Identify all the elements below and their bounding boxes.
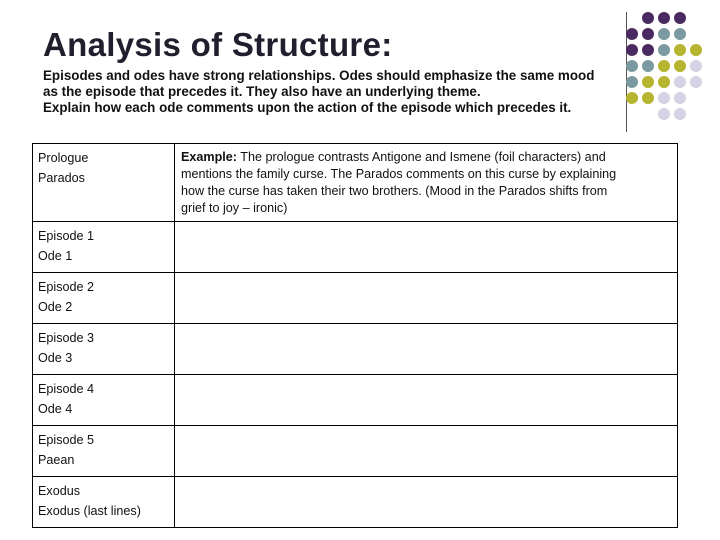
- section-label-cell: [33, 273, 175, 324]
- analysis-cell[interactable]: [175, 426, 678, 477]
- dot: [626, 28, 638, 40]
- dot: [674, 60, 686, 72]
- structure-table: [32, 143, 678, 528]
- analysis-cell[interactable]: [175, 324, 678, 375]
- section-label: Episode 3: [38, 331, 95, 345]
- dot: [658, 12, 670, 24]
- table-row: [33, 324, 678, 375]
- dot: [690, 44, 702, 56]
- section-label: Episode 4: [38, 382, 95, 396]
- section-label: Ode 1: [38, 249, 73, 263]
- dot: [642, 60, 654, 72]
- dot: [690, 76, 702, 88]
- instructions: [43, 68, 633, 116]
- section-label: Episode 2: [38, 280, 95, 294]
- section-label-cell: [33, 324, 175, 375]
- dot: [658, 76, 670, 88]
- table-row: [33, 375, 678, 426]
- instruction-line: Explain how each ode comments upon the action of the episode which precedes it.: [43, 100, 572, 115]
- table-row: [33, 222, 678, 273]
- dot: [658, 92, 670, 104]
- section-label-cell: [33, 477, 175, 528]
- analysis-cell[interactable]: [175, 222, 678, 273]
- section-label-cell: [33, 375, 175, 426]
- section-label: Paean: [38, 453, 75, 467]
- table-row: [33, 144, 678, 222]
- section-label-cell: [33, 426, 175, 477]
- dot: [626, 44, 638, 56]
- dot: [642, 28, 654, 40]
- dot: [642, 44, 654, 56]
- dot: [674, 76, 686, 88]
- dot: [642, 92, 654, 104]
- dot: [658, 60, 670, 72]
- table-row: [33, 273, 678, 324]
- section-label: Ode 2: [38, 300, 73, 314]
- section-label-cell: [33, 144, 175, 222]
- dot: [674, 92, 686, 104]
- section-label: Exodus: [38, 484, 81, 498]
- section-label: Episode 5: [38, 433, 95, 447]
- analysis-text-line: how the curse has taken their two brothers. (Mood in the Parados shifts from: [181, 184, 608, 198]
- analysis-text-line: [181, 149, 672, 166]
- dot: [674, 28, 686, 40]
- section-label: Prologue: [38, 151, 89, 165]
- table-row: [33, 426, 678, 477]
- dot: [658, 44, 670, 56]
- analysis-text-line: mentions the family curse. The Parados comments on this curse by explaining: [181, 167, 617, 181]
- example-label: Example:: [181, 150, 237, 164]
- section-label: Ode 4: [38, 402, 73, 416]
- table-row: [33, 477, 678, 528]
- section-label: Parados: [38, 171, 85, 185]
- section-label: Exodus (last lines): [38, 504, 141, 518]
- dot: [658, 28, 670, 40]
- analysis-cell[interactable]: [175, 144, 678, 222]
- analysis-cell[interactable]: [175, 477, 678, 528]
- dot: [674, 108, 686, 120]
- dot: [658, 108, 670, 120]
- dot: [674, 12, 686, 24]
- analysis-cell[interactable]: [175, 375, 678, 426]
- decorative-divider: [626, 12, 627, 132]
- section-label: Episode 1: [38, 229, 95, 243]
- slide-title: Analysis of Structure:: [43, 26, 393, 63]
- instruction-line: as the episode that precedes it. They also have an underlying theme.: [43, 84, 481, 99]
- section-label-cell: [33, 222, 175, 273]
- section-label: Ode 3: [38, 351, 73, 365]
- analysis-text-line: grief to joy – ironic): [181, 201, 288, 215]
- analysis-cell[interactable]: [175, 273, 678, 324]
- instruction-line: Episodes and odes have strong relationships. Odes should emphasize the same mood: [43, 68, 595, 83]
- dot: [642, 12, 654, 24]
- dot: [690, 60, 702, 72]
- dot: [642, 76, 654, 88]
- analysis-text: The prologue contrasts Antigone and Ismene (foil characters) and: [237, 150, 606, 164]
- dot: [674, 44, 686, 56]
